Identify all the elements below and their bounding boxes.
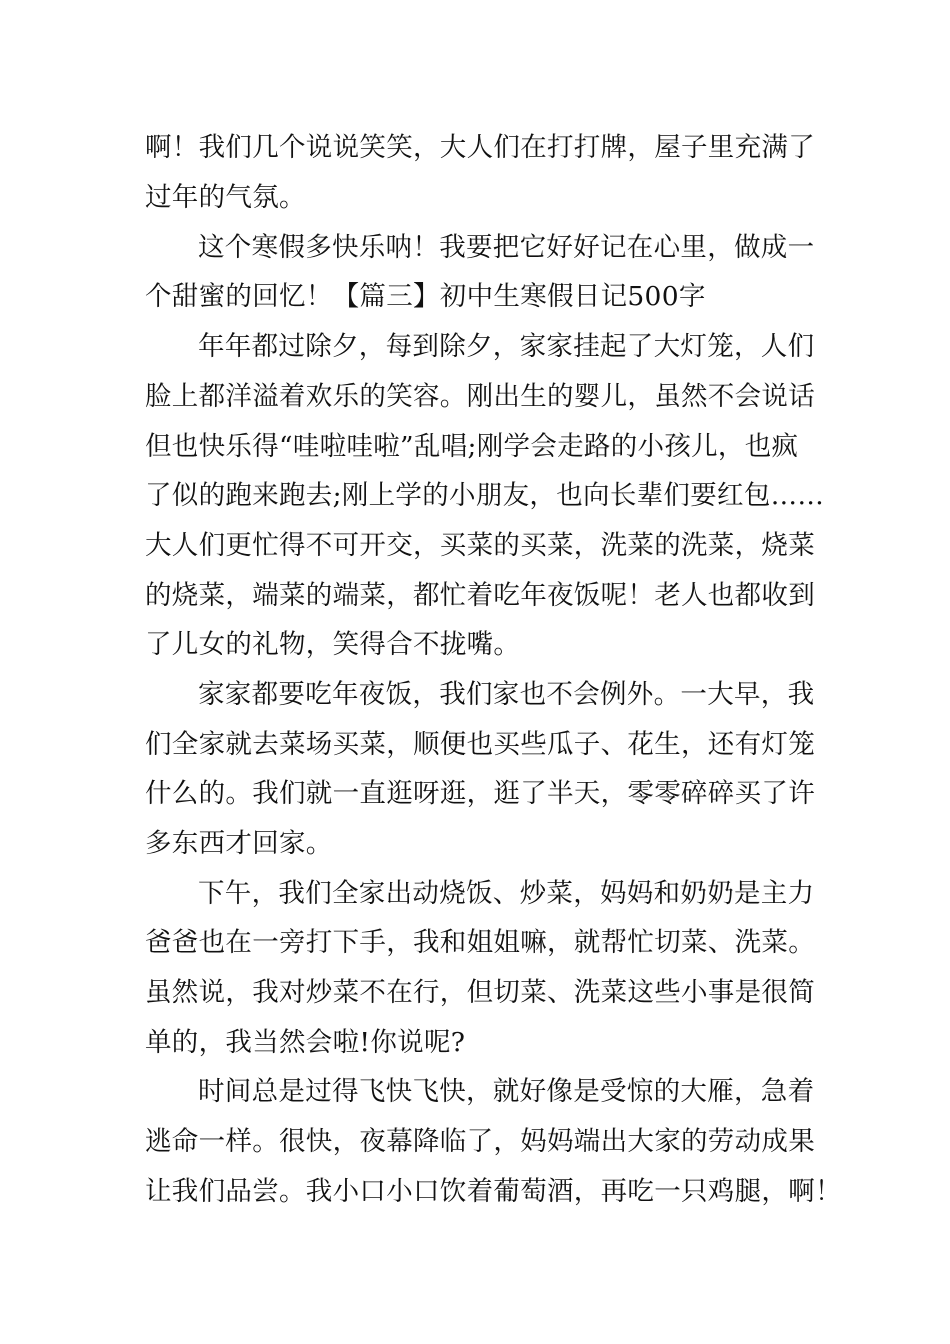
paragraph-start-line: 年年都过除夕，每到除夕，家家挂起了大灯笼，人们	[198, 331, 815, 362]
text-line: 个甜蜜的回忆！【篇三】初中生寒假日记500字	[145, 281, 706, 312]
text-line: 多东西才回家。	[145, 828, 333, 859]
text-line: 啊！我们几个说说笑笑，大人们在打打牌，屋子里充满了	[145, 132, 815, 163]
text-line: 脸上都洋溢着欢乐的笑容。刚出生的婴儿，虽然不会说话	[145, 381, 815, 412]
text-line: 爸爸也在一旁打下手，我和姐姐嘛，就帮忙切菜、洗菜。	[145, 927, 815, 958]
text-line: 的烧菜，端菜的端菜，都忙着吃年夜饭呢！老人也都收到	[145, 580, 815, 611]
text-line: 单的，我当然会啦!你说呢?	[145, 1027, 466, 1058]
text-line: 们全家就去菜场买菜，顺便也买些瓜子、花生，还有灯笼	[145, 729, 815, 760]
text-line: 了儿女的礼物，笑得合不拢嘴。	[145, 629, 521, 660]
text-line: 什么的。我们就一直逛呀逛，逛了半天，零零碎碎买了许	[145, 778, 815, 809]
text-line: 大人们更忙得不可开交，买菜的买菜，洗菜的洗菜，烧菜	[145, 530, 815, 561]
text-line: 但也快乐得“哇啦哇啦”乱唱;刚学会走路的小孩儿，也疯	[145, 431, 799, 462]
paragraph-start-line: 这个寒假多快乐呐！我要把它好好记在心里，做成一	[198, 232, 815, 263]
paragraph-start-line: 家家都要吃年夜饭，我们家也不会例外。一大早，我	[198, 679, 815, 710]
text-line: 逃命一样。很快，夜幕降临了，妈妈端出大家的劳动成果	[145, 1126, 815, 1157]
text-line: 了似的跑来跑去;刚上学的小朋友，也向长辈们要红包……	[145, 480, 825, 511]
text-line: 让我们品尝。我小口小口饮着葡萄酒，再吃一只鸡腿，啊！	[145, 1176, 842, 1207]
paragraph-start-line: 下午，我们全家出动烧饭、炒菜，妈妈和奶奶是主力	[198, 878, 815, 909]
paragraph-start-line: 时间总是过得飞快飞快，就好像是受惊的大雁，急着	[198, 1076, 815, 1107]
text-line: 过年的气氛。	[145, 182, 306, 213]
text-line: 虽然说，我对炒菜不在行，但切菜、洗菜这些小事是很简	[145, 977, 815, 1008]
